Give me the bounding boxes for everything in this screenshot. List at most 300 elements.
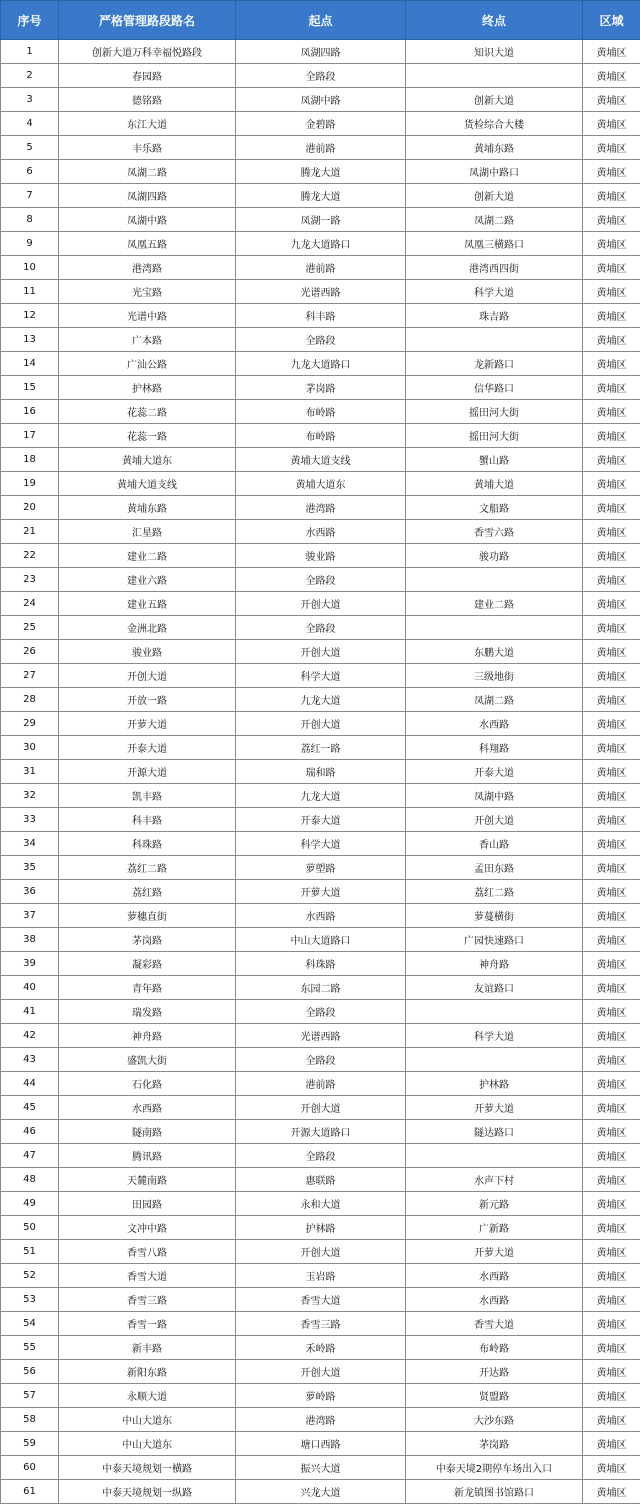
road-name: 永顺大道 bbox=[59, 1384, 236, 1408]
end-point bbox=[406, 328, 583, 352]
start-point: 开创大道 bbox=[236, 1360, 406, 1384]
district: 黄埔区 bbox=[583, 112, 640, 136]
row-index: 28 bbox=[1, 688, 59, 712]
table-row bbox=[1, 304, 640, 328]
end-point: 香雪六路 bbox=[406, 520, 583, 544]
road-name: 中泰天境规划一纵路 bbox=[59, 1480, 236, 1504]
end-point: 广新路 bbox=[406, 1216, 583, 1240]
end-point: 友谊路口 bbox=[406, 976, 583, 1000]
start-point: 黄埔大道支线 bbox=[236, 448, 406, 472]
row-index: 6 bbox=[1, 160, 59, 184]
end-point: 中泰天境2期停车场出入口 bbox=[406, 1456, 583, 1480]
road-name: 盛凯大街 bbox=[59, 1048, 236, 1072]
road-name: 香雪一路 bbox=[59, 1312, 236, 1336]
start-point: 腾龙大道 bbox=[236, 184, 406, 208]
row-index: 31 bbox=[1, 760, 59, 784]
start-point: 光谱西路 bbox=[236, 1024, 406, 1048]
district: 黄埔区 bbox=[583, 256, 640, 280]
row-index: 26 bbox=[1, 640, 59, 664]
start-point: 港湾路 bbox=[236, 1408, 406, 1432]
start-point: 九龙大道 bbox=[236, 688, 406, 712]
end-point: 科学大道 bbox=[406, 280, 583, 304]
end-point: 水西路 bbox=[406, 1264, 583, 1288]
end-point: 香雪大道 bbox=[406, 1312, 583, 1336]
end-point: 凤湖二路 bbox=[406, 208, 583, 232]
start-point: 开创大道 bbox=[236, 1240, 406, 1264]
table-row bbox=[1, 952, 640, 976]
table-row bbox=[1, 688, 640, 712]
start-point: 开源大道路口 bbox=[236, 1120, 406, 1144]
start-point: 水西路 bbox=[236, 904, 406, 928]
road-name: 萝穗直街 bbox=[59, 904, 236, 928]
table-row bbox=[1, 1048, 640, 1072]
header-road-name: 严格管理路段路名 bbox=[59, 1, 236, 40]
row-index: 52 bbox=[1, 1264, 59, 1288]
district: 黄埔区 bbox=[583, 1384, 640, 1408]
table-row bbox=[1, 136, 640, 160]
row-index: 55 bbox=[1, 1336, 59, 1360]
table-row bbox=[1, 424, 640, 448]
road-name: 建业二路 bbox=[59, 544, 236, 568]
start-point: 护林路 bbox=[236, 1216, 406, 1240]
district: 黄埔区 bbox=[583, 1288, 640, 1312]
district: 黄埔区 bbox=[583, 1312, 640, 1336]
table-row bbox=[1, 904, 640, 928]
start-point: 中山大道路口 bbox=[236, 928, 406, 952]
row-index: 15 bbox=[1, 376, 59, 400]
road-name: 骏业路 bbox=[59, 640, 236, 664]
table-row bbox=[1, 280, 640, 304]
district: 黄埔区 bbox=[583, 1192, 640, 1216]
row-index: 18 bbox=[1, 448, 59, 472]
row-index: 22 bbox=[1, 544, 59, 568]
table-row bbox=[1, 1216, 640, 1240]
start-point: 九龙大道路口 bbox=[236, 232, 406, 256]
end-point bbox=[406, 1000, 583, 1024]
start-point: 金碧路 bbox=[236, 112, 406, 136]
row-index: 4 bbox=[1, 112, 59, 136]
row-index: 12 bbox=[1, 304, 59, 328]
start-point: 荔红一路 bbox=[236, 736, 406, 760]
start-point: 惠联路 bbox=[236, 1168, 406, 1192]
end-point: 三级地街 bbox=[406, 664, 583, 688]
road-name: 茅岗路 bbox=[59, 928, 236, 952]
road-name: 凤凰五路 bbox=[59, 232, 236, 256]
road-name: 荔红路 bbox=[59, 880, 236, 904]
end-point: 黄埔大道 bbox=[406, 472, 583, 496]
table-row bbox=[1, 616, 640, 640]
district: 黄埔区 bbox=[583, 1216, 640, 1240]
row-index: 60 bbox=[1, 1456, 59, 1480]
road-name: 德铭路 bbox=[59, 88, 236, 112]
end-point bbox=[406, 1144, 583, 1168]
road-name: 金洲北路 bbox=[59, 616, 236, 640]
district: 黄埔区 bbox=[583, 712, 640, 736]
table-row bbox=[1, 352, 640, 376]
table-row bbox=[1, 376, 640, 400]
road-name: 新阳东路 bbox=[59, 1360, 236, 1384]
road-name: 建业五路 bbox=[59, 592, 236, 616]
start-point: 开创大道 bbox=[236, 640, 406, 664]
start-point: 萝塱路 bbox=[236, 856, 406, 880]
district: 黄埔区 bbox=[583, 1120, 640, 1144]
table-row bbox=[1, 592, 640, 616]
row-index: 59 bbox=[1, 1432, 59, 1456]
end-point: 荔红二路 bbox=[406, 880, 583, 904]
row-index: 57 bbox=[1, 1384, 59, 1408]
district: 黄埔区 bbox=[583, 736, 640, 760]
end-point: 龙新路口 bbox=[406, 352, 583, 376]
end-point: 开泰大道 bbox=[406, 760, 583, 784]
end-point: 港湾西四街 bbox=[406, 256, 583, 280]
start-point: 禾岭路 bbox=[236, 1336, 406, 1360]
start-point: 茅岗路 bbox=[236, 376, 406, 400]
road-name: 开源大道 bbox=[59, 760, 236, 784]
table-row bbox=[1, 208, 640, 232]
table-row bbox=[1, 1192, 640, 1216]
table-row bbox=[1, 1456, 640, 1480]
district: 黄埔区 bbox=[583, 376, 640, 400]
start-point: 布岭路 bbox=[236, 400, 406, 424]
end-point: 茅岗路 bbox=[406, 1432, 583, 1456]
road-name: 汇星路 bbox=[59, 520, 236, 544]
table-row bbox=[1, 1000, 640, 1024]
start-point: 开创大道 bbox=[236, 712, 406, 736]
road-name: 田园路 bbox=[59, 1192, 236, 1216]
start-point: 港前路 bbox=[236, 256, 406, 280]
district: 黄埔区 bbox=[583, 1168, 640, 1192]
start-point: 全路段 bbox=[236, 1048, 406, 1072]
district: 黄埔区 bbox=[583, 1480, 640, 1504]
end-point: 神舟路 bbox=[406, 952, 583, 976]
district: 黄埔区 bbox=[583, 160, 640, 184]
start-point: 全路段 bbox=[236, 616, 406, 640]
start-point: 港前路 bbox=[236, 1072, 406, 1096]
district: 黄埔区 bbox=[583, 400, 640, 424]
end-point: 开创大道 bbox=[406, 808, 583, 832]
road-name: 丰乐路 bbox=[59, 136, 236, 160]
district: 黄埔区 bbox=[583, 1456, 640, 1480]
header-start-point: 起点 bbox=[236, 1, 406, 40]
table-row bbox=[1, 544, 640, 568]
road-name: 神舟路 bbox=[59, 1024, 236, 1048]
table-row bbox=[1, 448, 640, 472]
row-index: 42 bbox=[1, 1024, 59, 1048]
district: 黄埔区 bbox=[583, 1144, 640, 1168]
road-name: 港湾路 bbox=[59, 256, 236, 280]
row-index: 40 bbox=[1, 976, 59, 1000]
end-point: 文船路 bbox=[406, 496, 583, 520]
start-point: 兴龙大道 bbox=[236, 1480, 406, 1504]
district: 黄埔区 bbox=[583, 1096, 640, 1120]
road-name: 广汕公路 bbox=[59, 352, 236, 376]
district: 黄埔区 bbox=[583, 232, 640, 256]
row-index: 23 bbox=[1, 568, 59, 592]
header-end-point: 终点 bbox=[406, 1, 583, 40]
district: 黄埔区 bbox=[583, 448, 640, 472]
table-row bbox=[1, 784, 640, 808]
start-point: 凤湖一路 bbox=[236, 208, 406, 232]
end-point: 科翔路 bbox=[406, 736, 583, 760]
start-point: 全路段 bbox=[236, 328, 406, 352]
district: 黄埔区 bbox=[583, 928, 640, 952]
start-point: 萝岭路 bbox=[236, 1384, 406, 1408]
row-index: 39 bbox=[1, 952, 59, 976]
row-index: 7 bbox=[1, 184, 59, 208]
road-name: 香雪大道 bbox=[59, 1264, 236, 1288]
start-point: 骏业路 bbox=[236, 544, 406, 568]
row-index: 36 bbox=[1, 880, 59, 904]
end-point: 凤凰三横路口 bbox=[406, 232, 583, 256]
start-point: 九龙大道路口 bbox=[236, 352, 406, 376]
road-name: 凯丰路 bbox=[59, 784, 236, 808]
road-name: 香雪三路 bbox=[59, 1288, 236, 1312]
table-row bbox=[1, 1360, 640, 1384]
road-name: 凝彩路 bbox=[59, 952, 236, 976]
start-point: 科学大道 bbox=[236, 664, 406, 688]
district: 黄埔区 bbox=[583, 328, 640, 352]
start-point: 全路段 bbox=[236, 568, 406, 592]
road-name: 中山大道东 bbox=[59, 1408, 236, 1432]
district: 黄埔区 bbox=[583, 1264, 640, 1288]
row-index: 11 bbox=[1, 280, 59, 304]
start-point: 凤湖中路 bbox=[236, 88, 406, 112]
row-index: 35 bbox=[1, 856, 59, 880]
district: 黄埔区 bbox=[583, 880, 640, 904]
table-row bbox=[1, 64, 640, 88]
district: 黄埔区 bbox=[583, 1408, 640, 1432]
start-point: 科学大道 bbox=[236, 832, 406, 856]
end-point: 香山路 bbox=[406, 832, 583, 856]
row-index: 2 bbox=[1, 64, 59, 88]
row-index: 33 bbox=[1, 808, 59, 832]
row-index: 43 bbox=[1, 1048, 59, 1072]
header-district: 区域 bbox=[583, 1, 640, 40]
row-index: 1 bbox=[1, 40, 59, 64]
end-point: 开萝大道 bbox=[406, 1096, 583, 1120]
table-row bbox=[1, 1120, 640, 1144]
row-index: 46 bbox=[1, 1120, 59, 1144]
road-name: 瑞发路 bbox=[59, 1000, 236, 1024]
table-row bbox=[1, 1432, 640, 1456]
table-row bbox=[1, 736, 640, 760]
district: 黄埔区 bbox=[583, 40, 640, 64]
start-point: 港湾路 bbox=[236, 496, 406, 520]
district: 黄埔区 bbox=[583, 472, 640, 496]
start-point: 塘口西路 bbox=[236, 1432, 406, 1456]
district: 黄埔区 bbox=[583, 280, 640, 304]
start-point: 全路段 bbox=[236, 1000, 406, 1024]
district: 黄埔区 bbox=[583, 568, 640, 592]
district: 黄埔区 bbox=[583, 1000, 640, 1024]
table-body bbox=[1, 40, 640, 1504]
table-row bbox=[1, 1240, 640, 1264]
table-row bbox=[1, 1408, 640, 1432]
row-index: 27 bbox=[1, 664, 59, 688]
road-name: 开泰大道 bbox=[59, 736, 236, 760]
start-point: 腾龙大道 bbox=[236, 160, 406, 184]
end-point: 摇田河大街 bbox=[406, 400, 583, 424]
road-name: 中泰天境规划一横路 bbox=[59, 1456, 236, 1480]
district: 黄埔区 bbox=[583, 904, 640, 928]
table-row bbox=[1, 1264, 640, 1288]
start-point: 开泰大道 bbox=[236, 808, 406, 832]
header-index: 序号 bbox=[1, 1, 59, 40]
table-row bbox=[1, 832, 640, 856]
district: 黄埔区 bbox=[583, 856, 640, 880]
start-point: 全路段 bbox=[236, 64, 406, 88]
row-index: 51 bbox=[1, 1240, 59, 1264]
end-point: 新元路 bbox=[406, 1192, 583, 1216]
end-point: 珠吉路 bbox=[406, 304, 583, 328]
district: 黄埔区 bbox=[583, 952, 640, 976]
end-point: 大沙东路 bbox=[406, 1408, 583, 1432]
road-name: 光谱中路 bbox=[59, 304, 236, 328]
end-point: 货检综合大楼 bbox=[406, 112, 583, 136]
end-point: 东鹏大道 bbox=[406, 640, 583, 664]
road-name: 黄埔东路 bbox=[59, 496, 236, 520]
table-row bbox=[1, 184, 640, 208]
row-index: 47 bbox=[1, 1144, 59, 1168]
row-index: 48 bbox=[1, 1168, 59, 1192]
row-index: 29 bbox=[1, 712, 59, 736]
road-name: 春园路 bbox=[59, 64, 236, 88]
table-row bbox=[1, 232, 640, 256]
table-row bbox=[1, 1024, 640, 1048]
table-row bbox=[1, 664, 640, 688]
row-index: 20 bbox=[1, 496, 59, 520]
district: 黄埔区 bbox=[583, 1072, 640, 1096]
row-index: 21 bbox=[1, 520, 59, 544]
district: 黄埔区 bbox=[583, 352, 640, 376]
row-index: 25 bbox=[1, 616, 59, 640]
table-row bbox=[1, 712, 640, 736]
district: 黄埔区 bbox=[583, 1240, 640, 1264]
end-point: 护林路 bbox=[406, 1072, 583, 1096]
start-point: 振兴大道 bbox=[236, 1456, 406, 1480]
table-row bbox=[1, 256, 640, 280]
start-point: 东园二路 bbox=[236, 976, 406, 1000]
row-index: 17 bbox=[1, 424, 59, 448]
row-index: 19 bbox=[1, 472, 59, 496]
start-point: 水西路 bbox=[236, 520, 406, 544]
table-row bbox=[1, 1336, 640, 1360]
end-point: 布岭路 bbox=[406, 1336, 583, 1360]
table-row bbox=[1, 1096, 640, 1120]
row-index: 14 bbox=[1, 352, 59, 376]
table-row bbox=[1, 760, 640, 784]
table-row bbox=[1, 976, 640, 1000]
district: 黄埔区 bbox=[583, 496, 640, 520]
table-row bbox=[1, 568, 640, 592]
row-index: 61 bbox=[1, 1480, 59, 1504]
table-row bbox=[1, 1288, 640, 1312]
start-point: 凤湖四路 bbox=[236, 40, 406, 64]
road-name: 文冲中路 bbox=[59, 1216, 236, 1240]
end-point: 孟田东路 bbox=[406, 856, 583, 880]
end-point: 凤湖二路 bbox=[406, 688, 583, 712]
district: 黄埔区 bbox=[583, 976, 640, 1000]
start-point: 玉岩路 bbox=[236, 1264, 406, 1288]
table-row bbox=[1, 160, 640, 184]
table-row bbox=[1, 400, 640, 424]
road-name: 凤湖四路 bbox=[59, 184, 236, 208]
row-index: 30 bbox=[1, 736, 59, 760]
road-name: 天麓南路 bbox=[59, 1168, 236, 1192]
district: 黄埔区 bbox=[583, 592, 640, 616]
end-point: 科学大道 bbox=[406, 1024, 583, 1048]
table-row bbox=[1, 880, 640, 904]
end-point: 开达路 bbox=[406, 1360, 583, 1384]
table-row bbox=[1, 1480, 640, 1504]
end-point: 贤盟路 bbox=[406, 1384, 583, 1408]
end-point: 隧达路口 bbox=[406, 1120, 583, 1144]
road-name: 科丰路 bbox=[59, 808, 236, 832]
start-point: 黄埔大道东 bbox=[236, 472, 406, 496]
end-point: 信华路口 bbox=[406, 376, 583, 400]
district: 黄埔区 bbox=[583, 64, 640, 88]
district: 黄埔区 bbox=[583, 1336, 640, 1360]
end-point: 凤湖中路 bbox=[406, 784, 583, 808]
road-name: 开创大道 bbox=[59, 664, 236, 688]
table-row bbox=[1, 520, 640, 544]
table-row bbox=[1, 328, 640, 352]
row-index: 10 bbox=[1, 256, 59, 280]
district: 黄埔区 bbox=[583, 304, 640, 328]
table-row bbox=[1, 1168, 640, 1192]
district: 黄埔区 bbox=[583, 640, 640, 664]
table-row bbox=[1, 640, 640, 664]
row-index: 32 bbox=[1, 784, 59, 808]
row-index: 5 bbox=[1, 136, 59, 160]
district: 黄埔区 bbox=[583, 832, 640, 856]
district: 黄埔区 bbox=[583, 808, 640, 832]
district: 黄埔区 bbox=[583, 208, 640, 232]
district: 黄埔区 bbox=[583, 688, 640, 712]
district: 黄埔区 bbox=[583, 1024, 640, 1048]
row-index: 37 bbox=[1, 904, 59, 928]
row-index: 58 bbox=[1, 1408, 59, 1432]
road-name: 创新大道万科幸福悦路段 bbox=[59, 40, 236, 64]
row-index: 53 bbox=[1, 1288, 59, 1312]
end-point: 新龙镇图书馆路口 bbox=[406, 1480, 583, 1504]
district: 黄埔区 bbox=[583, 1432, 640, 1456]
road-name: 青年路 bbox=[59, 976, 236, 1000]
end-point: 凤湖中路口 bbox=[406, 160, 583, 184]
road-name: 开放一路 bbox=[59, 688, 236, 712]
row-index: 56 bbox=[1, 1360, 59, 1384]
start-point: 九龙大道 bbox=[236, 784, 406, 808]
table-row bbox=[1, 1144, 640, 1168]
table-row bbox=[1, 856, 640, 880]
row-index: 8 bbox=[1, 208, 59, 232]
table-row bbox=[1, 1312, 640, 1336]
start-point: 香雪三路 bbox=[236, 1312, 406, 1336]
district: 黄埔区 bbox=[583, 760, 640, 784]
end-point: 创新大道 bbox=[406, 184, 583, 208]
row-index: 44 bbox=[1, 1072, 59, 1096]
table-row bbox=[1, 1072, 640, 1096]
end-point: 摇田河大街 bbox=[406, 424, 583, 448]
end-point: 黄埔东路 bbox=[406, 136, 583, 160]
district: 黄埔区 bbox=[583, 616, 640, 640]
road-name: 腾讯路 bbox=[59, 1144, 236, 1168]
row-index: 41 bbox=[1, 1000, 59, 1024]
road-name: 建业六路 bbox=[59, 568, 236, 592]
start-point: 开萝大道 bbox=[236, 880, 406, 904]
end-point: 广园快速路口 bbox=[406, 928, 583, 952]
district: 黄埔区 bbox=[583, 664, 640, 688]
